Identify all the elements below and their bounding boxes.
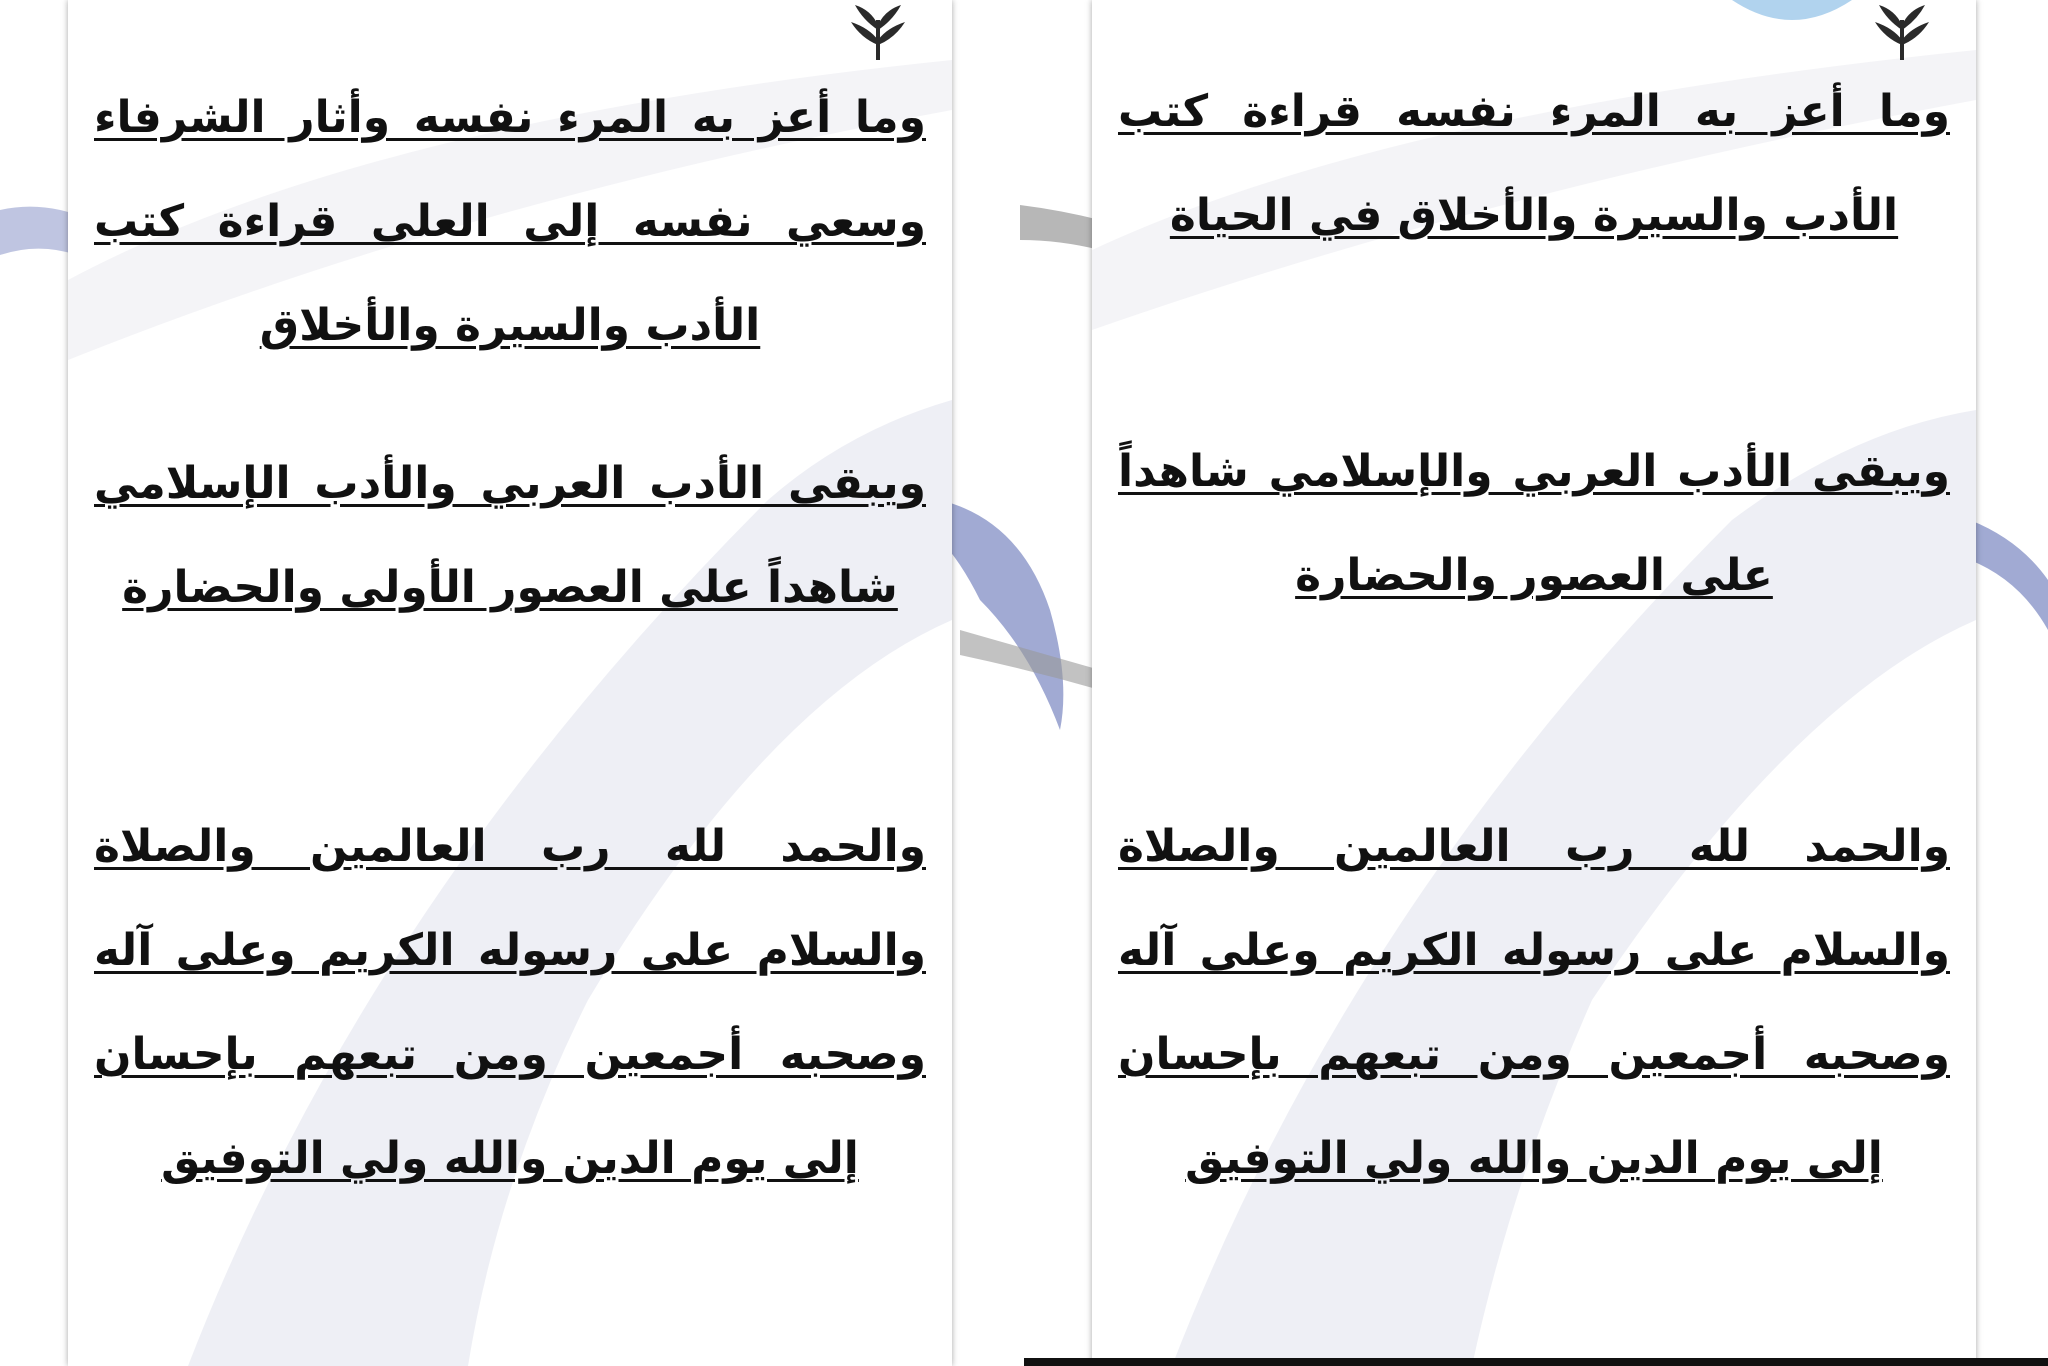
background-swoosh-middle-top	[1020, 195, 1100, 275]
paragraph-3: والحمد لله رب العالمين والصلاة والسلام على رسوله الكريم وعلى آله وصحبه أجمعين ومن تبعهم بإحسان إلى يوم الدين والله ولي التوفيق	[94, 821, 926, 1184]
paragraph-3: والحمد لله رب العالمين والصلاة والسلام على رسوله الكريم وعلى آله وصحبه أجمعين ومن تبعهم بإحسان إلى يوم الدين والله ولي التوفيق	[1118, 821, 1950, 1184]
paragraph-2: ويبقى الأدب العربي والإسلامي شاهداً على العصور والحضارة	[1118, 446, 1950, 601]
background-swoosh-right	[1970, 500, 2048, 640]
paragraph-2: ويبقى الأدب العربي والأدب الإسلامي شاهداً على العصور الأولى والحضارة	[94, 458, 926, 613]
bottom-rule	[1024, 1358, 2048, 1366]
wheat-emblem-icon	[843, 0, 913, 60]
document-page-right	[1092, 0, 1976, 1366]
background-swoosh-middle	[940, 480, 1110, 740]
logo-glow	[1732, 0, 1852, 30]
wheat-emblem-icon	[1867, 0, 1937, 60]
document-page-left	[68, 0, 952, 1366]
paragraph-1: وما أعز به المرء نفسه وأثار الشرفاء وسعي نفسه إلى العلى قراءة كتب الأدب والسيرة والأخلاق	[94, 92, 926, 351]
paragraph-1: وما أعز به المرء نفسه قراءة كتب الأدب والسيرة والأخلاق في الحياة	[1118, 86, 1950, 241]
